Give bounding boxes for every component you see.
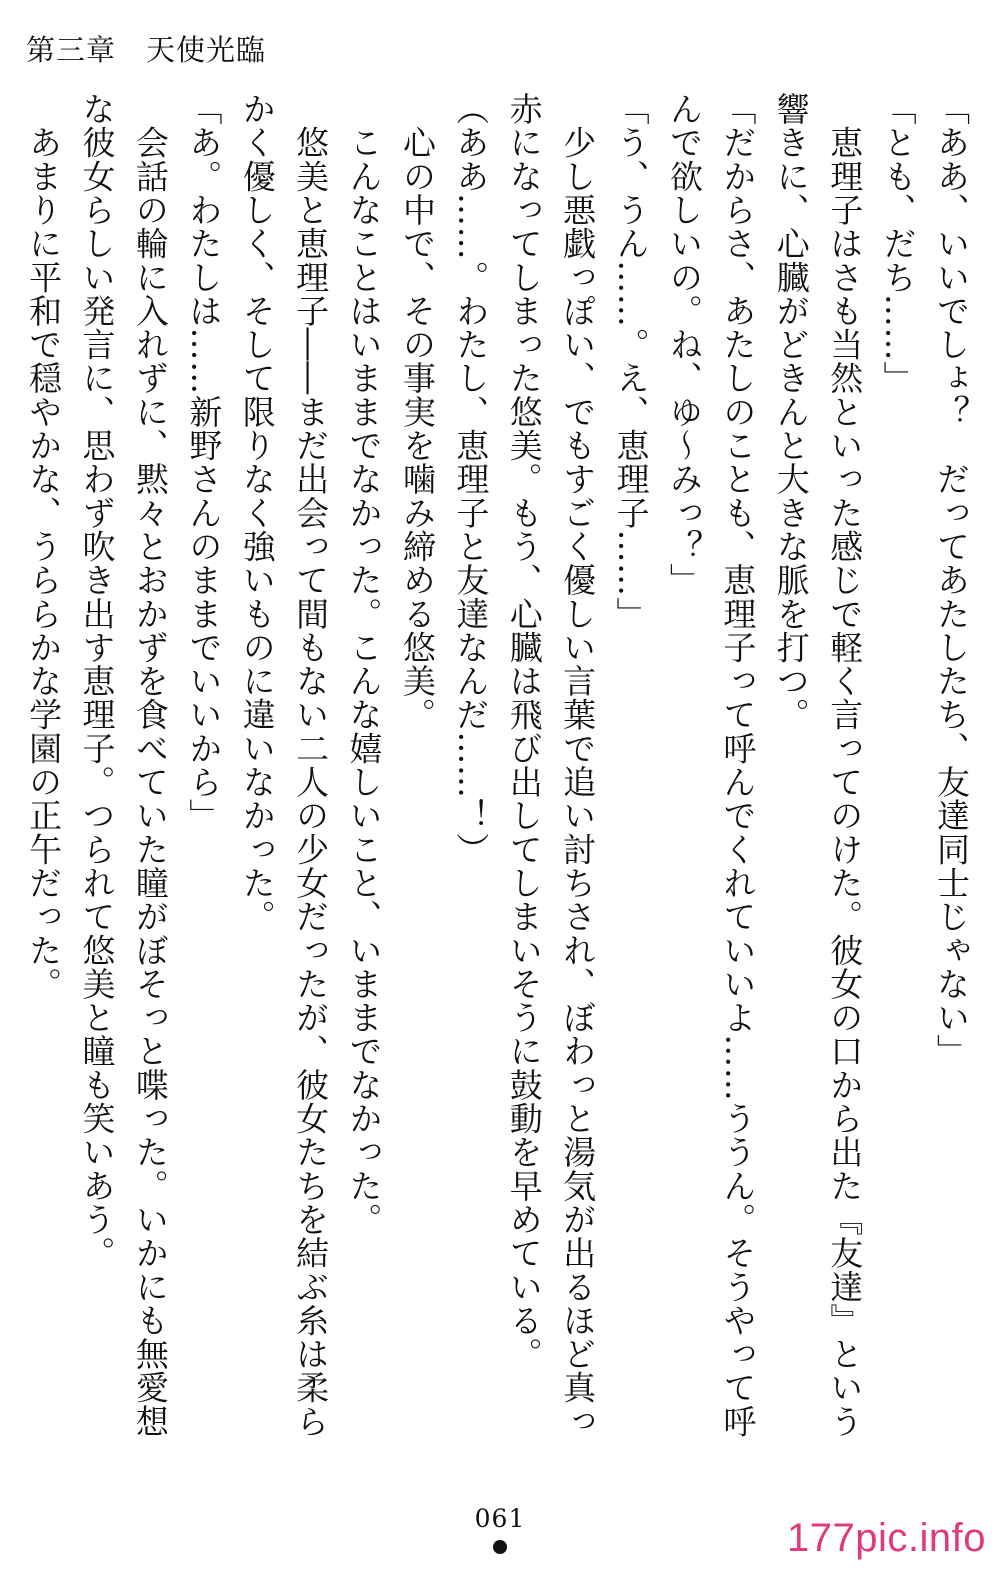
text-line: んで欲しいの。ね、ゆ～みっ？」 — [664, 92, 704, 597]
text-line: 「だからさ、あたしのことも、恵理子って呼んでくれていいよ……ううん。そうやって呼 — [718, 92, 758, 1438]
watermark: 177pic.info — [787, 1516, 986, 1560]
text-line: 悠美と恵理子――まだ出会って間もない二人の少女だったが、彼女たちを結ぶ糸は柔ら — [291, 92, 331, 1438]
text-line: （ああ……。わたし、恵理子と友達なんだ……！） — [451, 92, 491, 866]
text-line: 「あ。わたしは……新野さんのままでいいから」 — [184, 92, 224, 833]
text-line: 「う、うん……。え、恵理子……」 — [611, 92, 651, 631]
text-line: 恵理子はさも当然といった感じで軽く言ってのけた。彼女の口から出た『友達』という — [825, 92, 865, 1438]
page-marker-dot — [493, 1540, 507, 1554]
page-number: 061 — [474, 1504, 526, 1533]
text-line: 「とも、だち……」 — [878, 92, 918, 395]
text-line: かく優しく、そして限りなく強いものに違いなかった。 — [237, 92, 277, 934]
text-line: こんなことはいままでなかった。こんな嬉しいこと、いままでなかった。 — [344, 92, 384, 1237]
text-line: 心の中で、その事実を噛み締める悠美。 — [397, 92, 437, 732]
text-line: な彼女らしい発言に、思わず吹き出す恵理子。つられて悠美と瞳も笑いあう。 — [77, 92, 117, 1270]
text-line: 会話の輪に入れずに、黙々とおかずを食べていた瞳がぼそっと喋った。いかにも無愛想 — [130, 92, 170, 1438]
text-line: 赤になってしまった悠美。もう、心臓は飛び出してしまいそうに鼓動を早めている。 — [504, 92, 544, 1371]
novel-body-text — [18, 92, 978, 1504]
text-line: 「ああ、いいでしょ？ だってあたしたち、友達同士じゃない」 — [932, 92, 971, 1068]
text-line: 響きに、心臓がどきんと大きな脈を打つ。 — [771, 92, 811, 732]
text-line: 少し悪戯っぽい、でもすごく優しい言葉で追い討ちされ、ぼわっと湯気が出るほど真っ — [558, 92, 598, 1438]
text-line: あまりに平和で穏やかな、うららかな学園の正午だった。 — [24, 92, 64, 1001]
chapter-header: 第三章 天使光臨 — [26, 33, 267, 67]
